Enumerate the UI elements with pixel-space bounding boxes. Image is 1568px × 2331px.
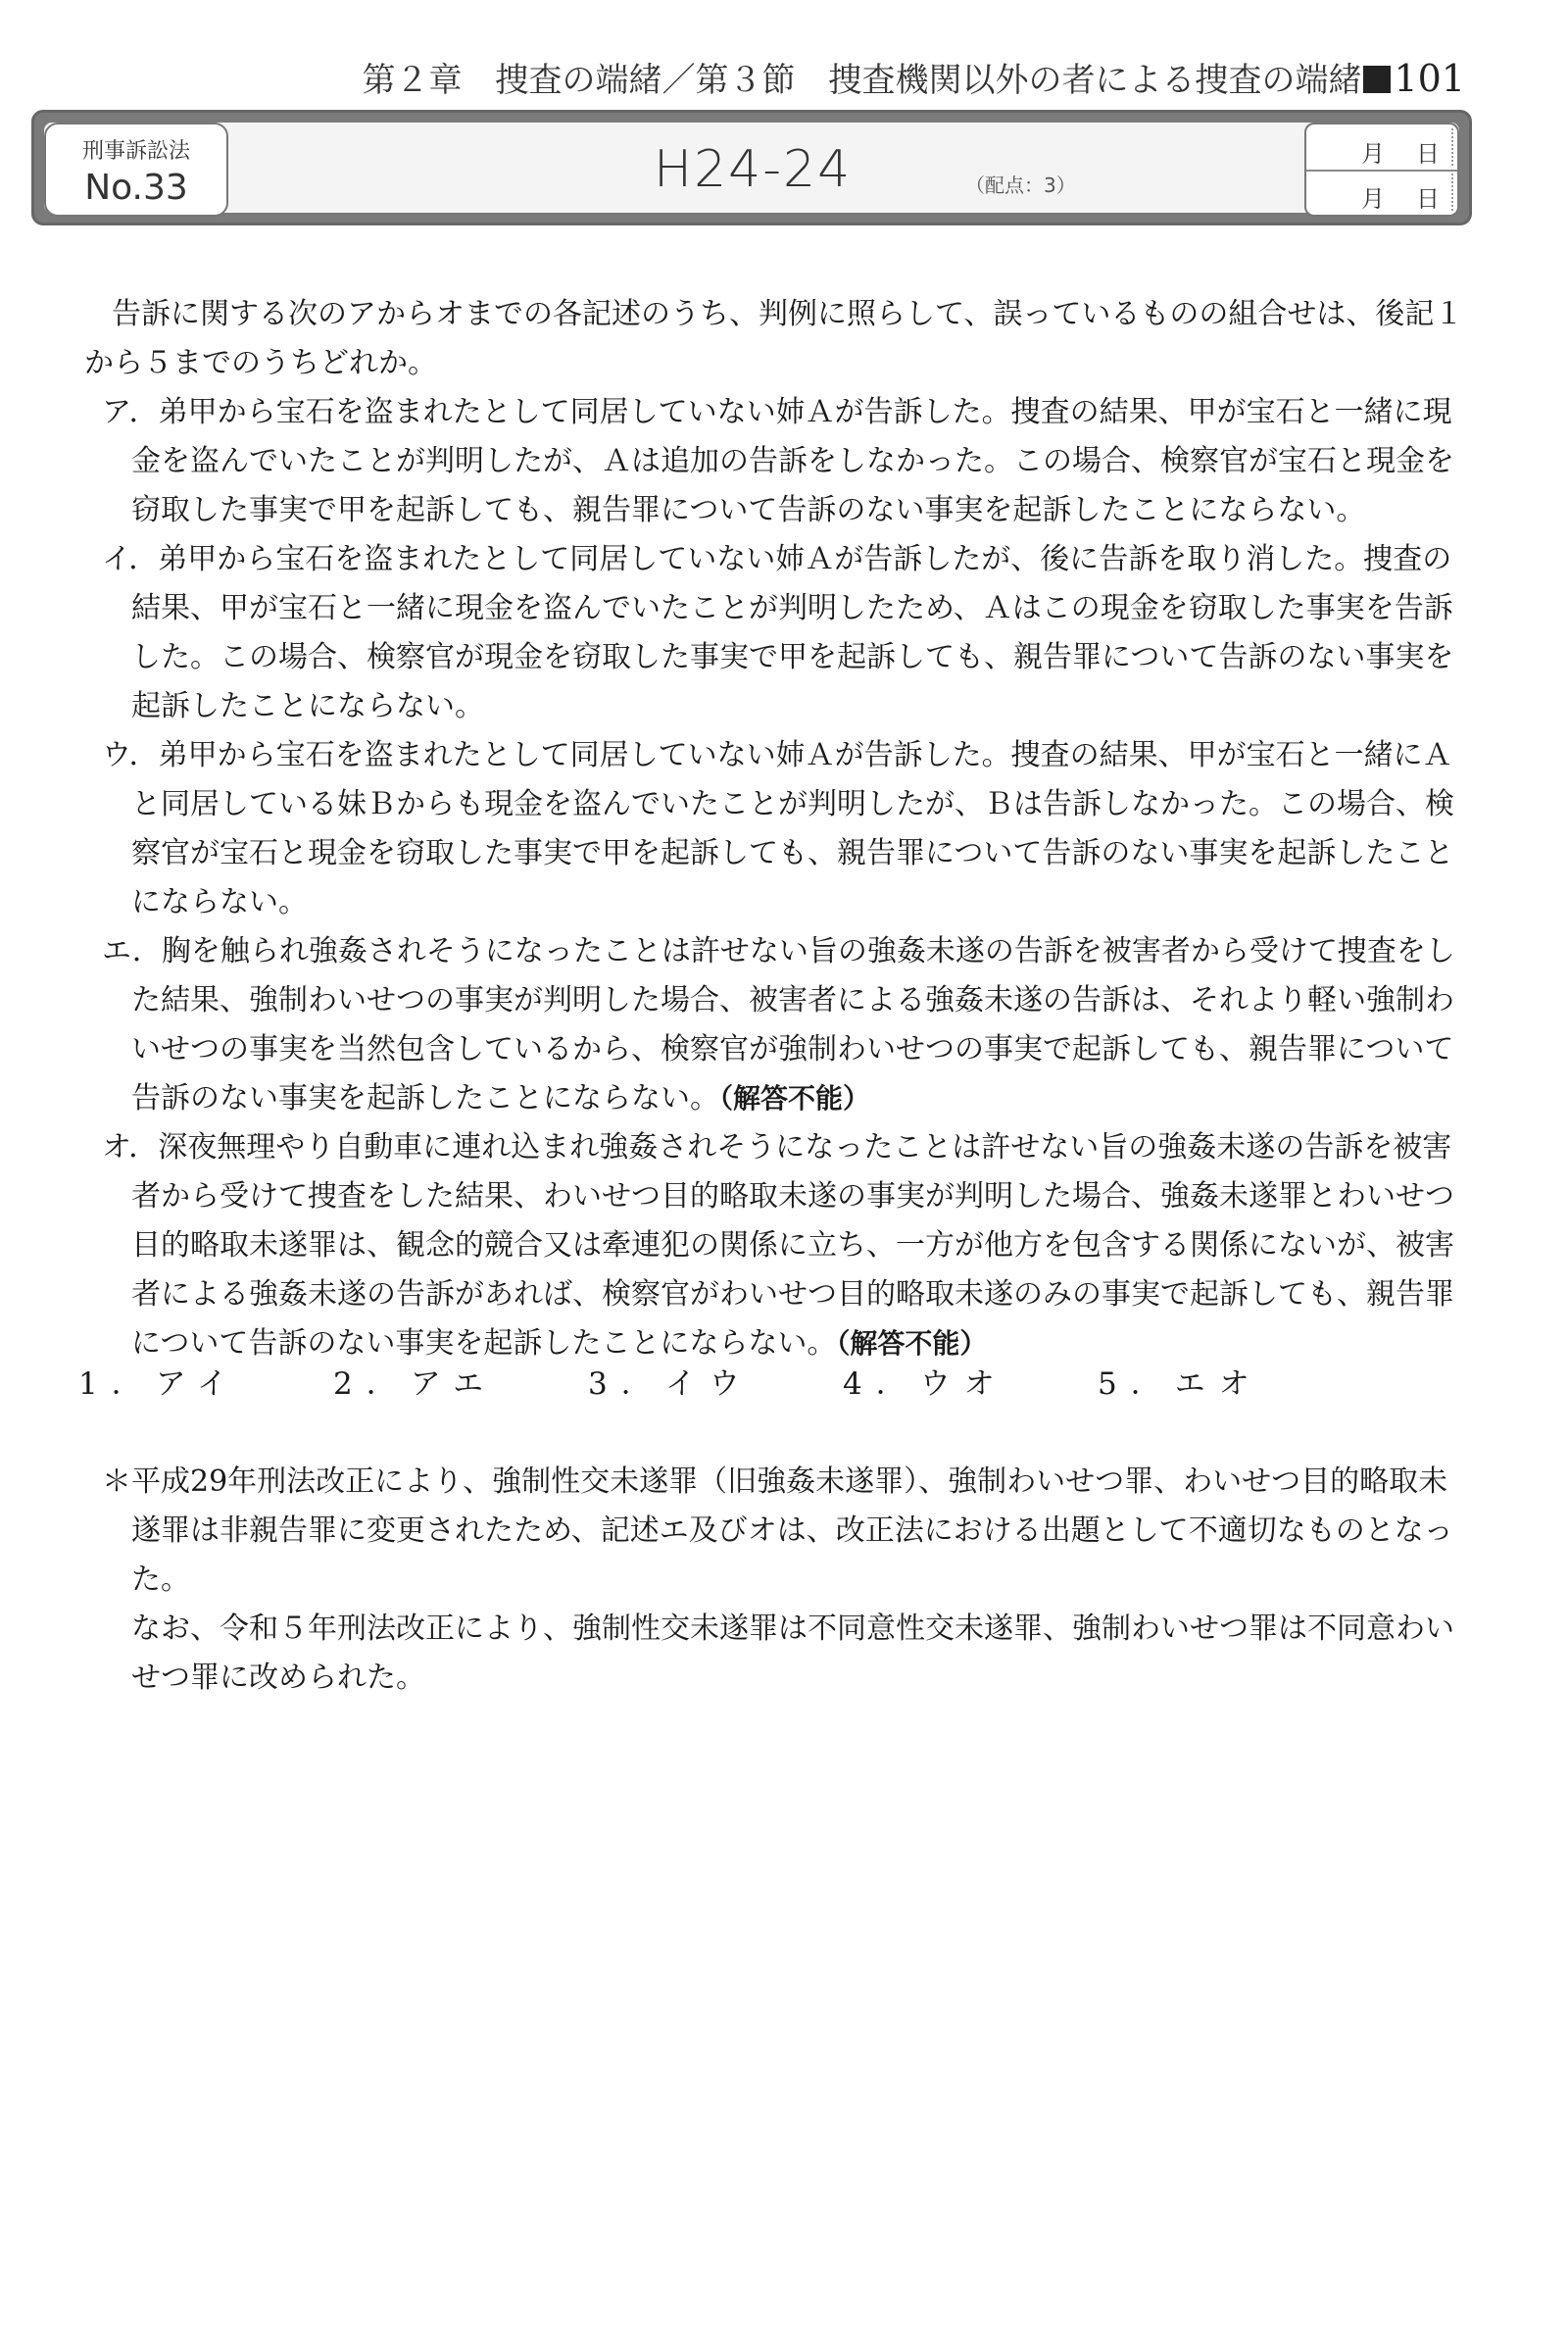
unanswerable-note: （解答不能）	[836, 1327, 988, 1360]
page-number: 101	[1394, 57, 1465, 100]
study-date-row	[1306, 170, 1457, 215]
question-body	[0, 290, 1568, 1368]
study-date-row	[1306, 124, 1457, 172]
day-label: 日	[1416, 185, 1440, 213]
statement-e	[102, 927, 1466, 1123]
chapter-section-title: 第２章 捜査の端緒／第３節 捜査機関以外の者による捜査の端緒	[362, 61, 1362, 100]
statement-u	[102, 731, 1466, 927]
day-label: 日	[1416, 140, 1440, 168]
dotted-divider	[1451, 128, 1453, 166]
study-date-box	[1304, 123, 1459, 217]
statement-i	[102, 535, 1466, 731]
unanswerable-note: （解答不能）	[719, 1082, 871, 1115]
month-label: 月	[1361, 140, 1385, 168]
question-number-box	[44, 123, 228, 217]
answer-choice: 5．エオ	[1098, 1366, 1263, 1402]
statement-text: オ．深夜無理やり自動車に連れ込まれ強姦されそうになったことは許せない旨の強姦未遂の告訴を被害者から受けて捜査をした結果、わいせつ目的略取未遂の事実が判明した場合、強姦未遂罪とわいせつ目的略取未遂罪は、観念的競合又は牽連犯の関係に立ち、一方が他方を包含する関係にないが、被害者による強姦未遂の告訴があれば、検察官がわいせつ目的略取未遂のみの事実で起訴しても、親告罪について告訴のない事実を起訴したことにならない。	[102, 1130, 1454, 1361]
supplementary-note	[102, 1458, 1466, 1703]
points-label: （配点：3）	[965, 174, 1076, 197]
dotted-divider	[1451, 174, 1453, 211]
question-id: H24-24	[654, 140, 853, 199]
question-stem: 告訴に関する次のアからオまでの各記述のうち、判例に照らして、誤っているものの組合せは、後記１から５までのうちどれか。	[84, 297, 1464, 380]
question-header-bar	[31, 110, 1472, 225]
running-header	[362, 53, 1465, 101]
law-amendment-note: ＊平成29年刑法改正により、強制性交未遂罪（旧強姦未遂罪）、強制わいせつ罪、わいせつ目的略取未遂罪は非親告罪に変更されたため、記述エ及びオは、改正法における出題として不適切なものとなった。	[102, 1464, 1453, 1597]
black-square-icon	[1363, 66, 1391, 93]
answer-choice: 4．ウオ	[843, 1366, 1008, 1402]
law-amendment-note-2: なお、令和５年刑法改正により、強制性交未遂罪は不同意性交未遂罪、強制わいせつ罪は不同意わいせつ罪に改められた。	[131, 1612, 1454, 1695]
month-label: 月	[1361, 185, 1385, 213]
statement-text: ウ．弟甲から宝石を盗まれたとして同居していない姉Ａが告訴した。捜査の結果、甲が宝石と一緒にＡと同居している妹Ｂからも現金を盗んでいたことが判明したが、Ｂは告訴しなかった。この場合、検察官が宝石と現金を窃取した事実で甲を起訴しても、親告罪について告訴のない事実を起訴したことにならない。	[102, 738, 1454, 919]
statement-text: エ．胸を触られ強姦されそうになったことは許せない旨の強姦未遂の告訴を被害者から受けて捜査をした結果、強制わいせつの事実が判明した場合、被害者による強姦未遂の告訴は、それより軽い強制わいせつの事実を当然包含しているから、検察官が強制わいせつの事実で起訴しても、親告罪について告訴のない事実を起訴したことにならない。	[102, 934, 1455, 1116]
question-number: No.33	[84, 168, 188, 208]
answer-choice: 2．アエ	[333, 1366, 498, 1402]
statement-a	[102, 388, 1466, 535]
subject-label: 刑事訴訟法	[81, 139, 190, 164]
statement-text: ア．弟甲から宝石を盗まれたとして同居していない姉Ａが告訴した。捜査の結果、甲が宝石と一緒に現金を盗んでいたことが判明したが、Ａは追加の告訴をしなかった。この場合、検察官が宝石と現金を窃取した事実で甲を起訴しても、親告罪について告訴のない事実を起訴したことにならない。	[102, 395, 1454, 527]
statement-o	[102, 1123, 1466, 1368]
answer-choice: 3．イウ	[588, 1366, 754, 1402]
statement-text: イ．弟甲から宝石を盗まれたとして同居していない姉Ａが告訴したが、後に告訴を取り消した。捜査の結果、甲が宝石と一緒に現金を盗んでいたことが判明したため、Ａはこの現金を窃取した事実を告訴した。この場合、検察官が現金を窃取した事実で甲を起訴しても、親告罪について告訴のない事実を起訴したことにならない。	[102, 542, 1454, 723]
answer-choice: 1．アイ	[78, 1366, 241, 1402]
